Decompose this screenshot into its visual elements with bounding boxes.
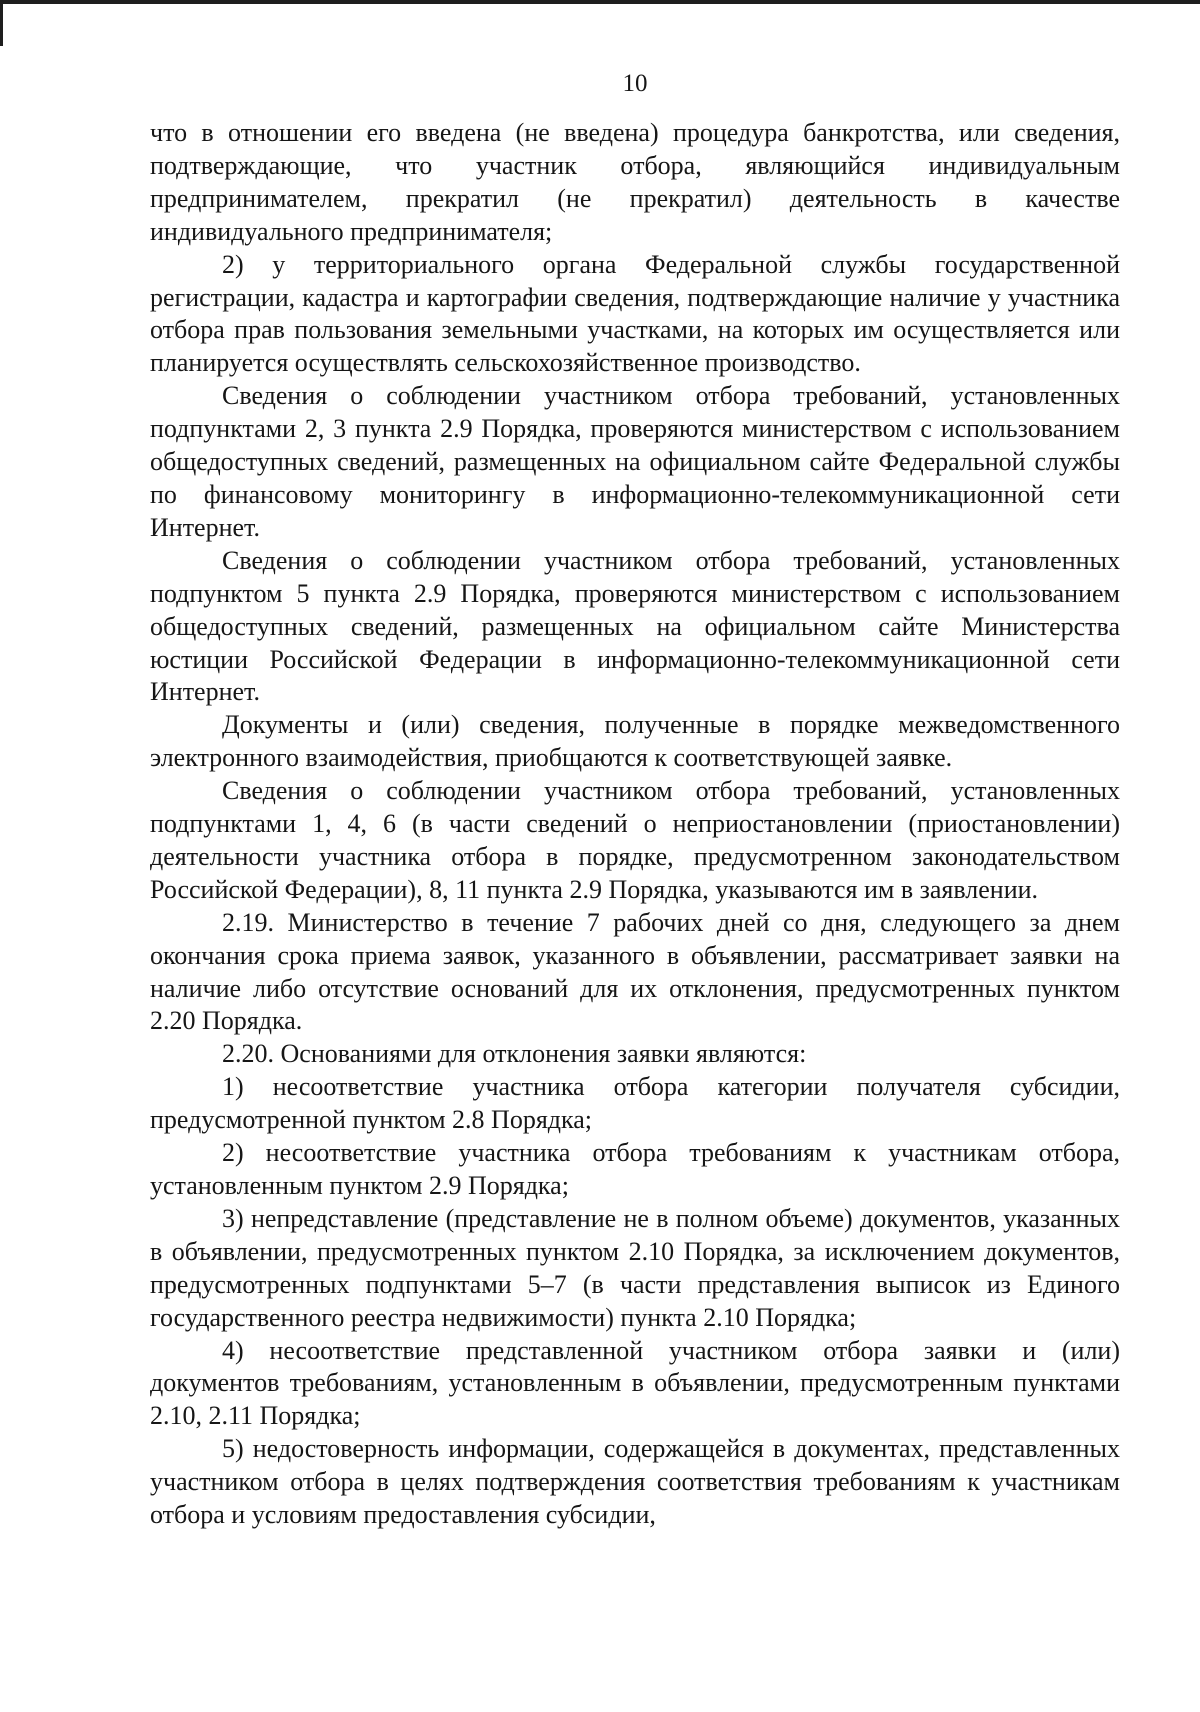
paragraph: Документы и (или) сведения, полученные в порядке межведомственного электронного взаимодействия, приобщаются к соответствующей заявке. bbox=[150, 710, 1120, 773]
paragraph: что в отношении его введена (не введена) процедура банкротства, или сведения, подтверждающие, что участник отбора, являющийся индивидуальным предпринимателем, прекратил (не прекратил) деятельность в качестве индивидуального предпринимателя; bbox=[150, 118, 1120, 246]
paragraph: 2) у территориального органа Федеральной службы государственной регистрации, кадастра и картографии сведения, подтверждающие наличие у участника отбора прав пользования земельными участками, на которых им осуществляется или планируется осуществлять сельскохозяйственное производство. bbox=[150, 249, 1120, 378]
paragraph: 2.20. Основаниями для отклонения заявки являются: bbox=[222, 1039, 807, 1069]
scan-edge-top bbox=[0, 0, 1200, 4]
paragraph: 3) непредставление (представление не в полном объеме) документов, указанных в объявлении, предусмотренных пунктом 2.10 Порядка, за исключением документов, предусмотренных подпунктами 5–7 (в части представления выписок из Единого государственного реестра недвижимости) пункта 2.10 Порядка; bbox=[150, 1203, 1120, 1332]
paragraph: Сведения о соблюдении участником отбора требований, установленных подпунктами 1, 4, 6 (в части сведений о неприостановлении (приостановлении) деятельности участника отбора в порядке, предусмотренном законодательством Российской Федерации), 8, 11 пункта 2.9 Порядка, указываются им в заявлении. bbox=[150, 776, 1120, 904]
paragraph: 2) несоответствие участника отбора требованиям к участникам отбора, установленным пунктом 2.9 Порядка; bbox=[150, 1138, 1120, 1200]
paragraph: 1) несоответствие участника отбора категории получателя субсидии, предусмотренной пунктом 2.8 Порядка; bbox=[150, 1072, 1120, 1135]
paragraph: Сведения о соблюдении участником отбора требований, установленных подпунктами 2, 3 пункта 2.9 Порядка, проверяются министерством с использованием общедоступных сведений, размещенных на официальном сайте Федеральной службы по финансовому мониторингу в информационно-телекоммуникационной сети Интернет. bbox=[150, 381, 1120, 542]
scan-edge-left bbox=[0, 0, 3, 46]
paragraph: Сведения о соблюдении участником отбора требований, установленных подпунктом 5 пункта 2.9 Порядка, проверяются министерством с использованием общедоступных сведений, размещенных на официальном сайте Министерства юстиции Российской Федерации в информационно-телекоммуникационной сети Интернет. bbox=[150, 545, 1120, 707]
document-body bbox=[150, 117, 1120, 1532]
page-number: 10 bbox=[622, 70, 648, 97]
paragraph: 5) недостоверность информации, содержащейся в документах, представленных участником отбора в целях подтверждения соответствия требованиям к участникам отбора и условиям предоставления субсидии, bbox=[150, 1434, 1120, 1530]
paragraph: 2.19. Министерство в течение 7 рабочих дней со дня, следующего за днем окончания срока приема заявок, указанного в объявлении, рассматривает заявки на наличие либо отсутствие оснований для их отклонения, предусмотренных пунктом 2.20 Порядка. bbox=[150, 907, 1120, 1036]
paragraph: 4) несоответствие представленной участником отбора заявки и (или) документов требованиям, установленным в объявлении, предусмотренным пунктами 2.10, 2.11 Порядка; bbox=[150, 1335, 1120, 1431]
